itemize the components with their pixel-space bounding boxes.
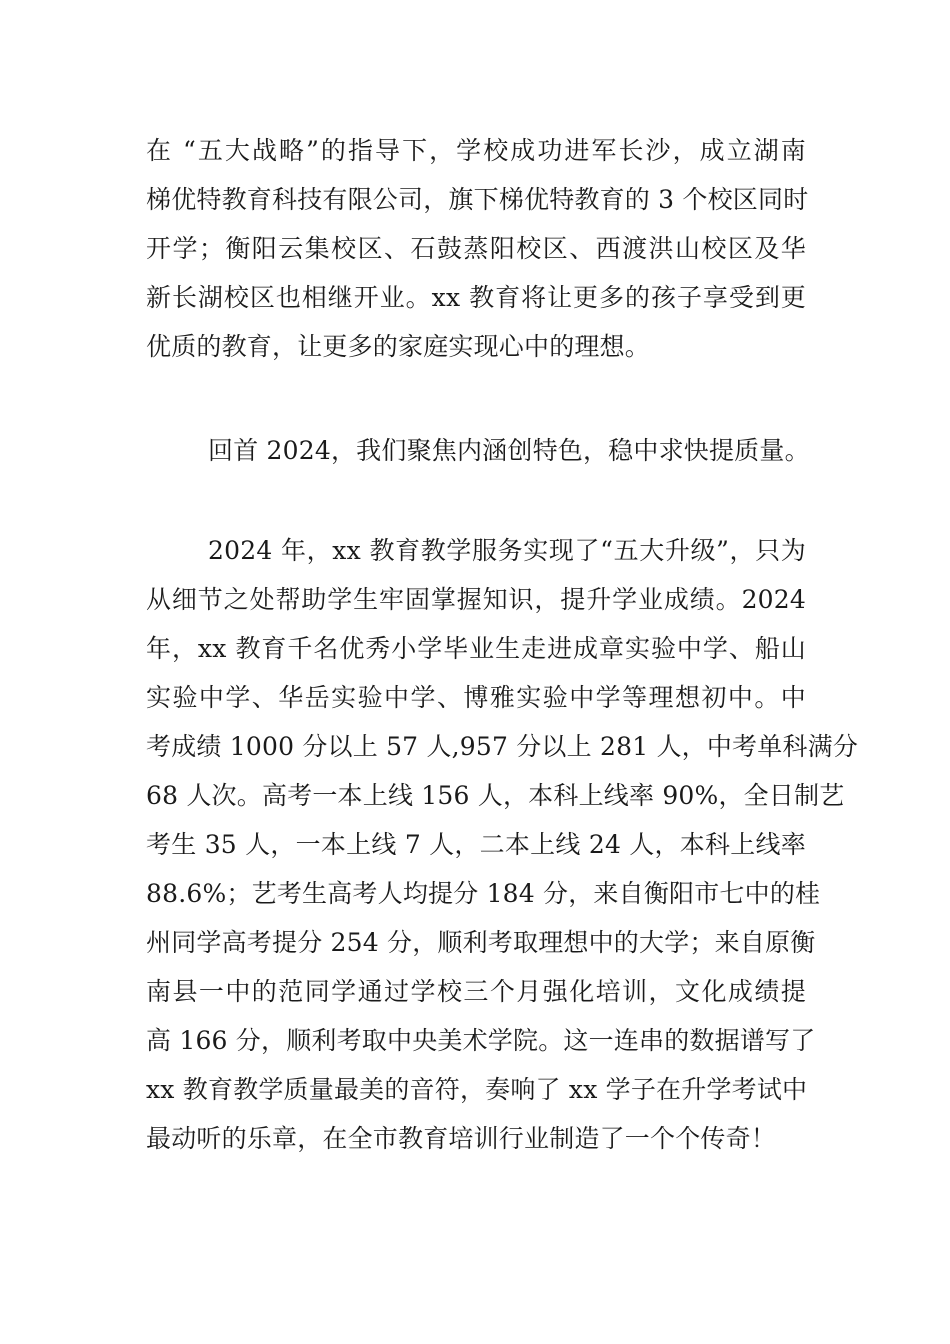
text-line: 南县一中的范同学通过学校三个月强化培训，文化成绩提: [146, 977, 806, 1006]
text-line: 州同学高考提分 254 分，顺利考取理想中的大学；来自原衡: [146, 928, 816, 957]
text-line: 回首 2024，我们聚焦内涵创特色，稳中求快提质量。: [208, 436, 810, 465]
paragraph-expansion: [146, 126, 809, 371]
text-line: 88.6%；艺考生高考人均提分 184 分，来自衡阳市七中的桂: [146, 879, 821, 908]
text-line: 2024 年，xx 教育教学服务实现了“五大升级”，只为: [208, 536, 806, 565]
text-line: 梯优特教育科技有限公司，旗下梯优特教育的 3 个校区同时: [146, 185, 809, 214]
text-line: 考生 35 人，一本上线 7 人，二本上线 24 人，本科上线率: [146, 830, 806, 859]
text-line: 年，xx 教育千名优秀小学毕业生走进成章实验中学、船山: [146, 634, 806, 663]
text-line: 在 “五大战略”的指导下，学校成功进军长沙，成立湖南: [146, 136, 806, 165]
paragraph-review-heading: [208, 426, 810, 475]
text-line: 从细节之处帮助学生牢固掌握知识，提升学业成绩。2024: [146, 585, 806, 614]
text-line: 高 166 分，顺利考取中央美术学院。这一连串的数据谱写了: [146, 1026, 816, 1055]
text-line: 开学；衡阳云集校区、石鼓蒸阳校区、西渡洪山校区及华: [146, 234, 806, 263]
text-line: 最动听的乐章，在全市教育培训行业制造了一个个传奇！: [146, 1124, 777, 1153]
text-line: 新长湖校区也相继开业。xx 教育将让更多的孩子享受到更: [146, 283, 806, 312]
text-line: 实验中学、华岳实验中学、博雅实验中学等理想初中。中: [146, 683, 806, 712]
text-line: 优质的教育，让更多的家庭实现心中的理想。: [146, 332, 651, 361]
text-line: 68 人次。高考一本上线 156 人，本科上线率 90%，全日制艺: [146, 781, 845, 810]
paragraph-achievements: [146, 526, 859, 1163]
text-line: xx 教育教学质量最美的音符，奏响了 xx 学子在升学考试中: [146, 1075, 808, 1104]
text-line: 考成绩 1000 分以上 57 人,957 分以上 281 人，中考单科满分: [146, 732, 859, 761]
